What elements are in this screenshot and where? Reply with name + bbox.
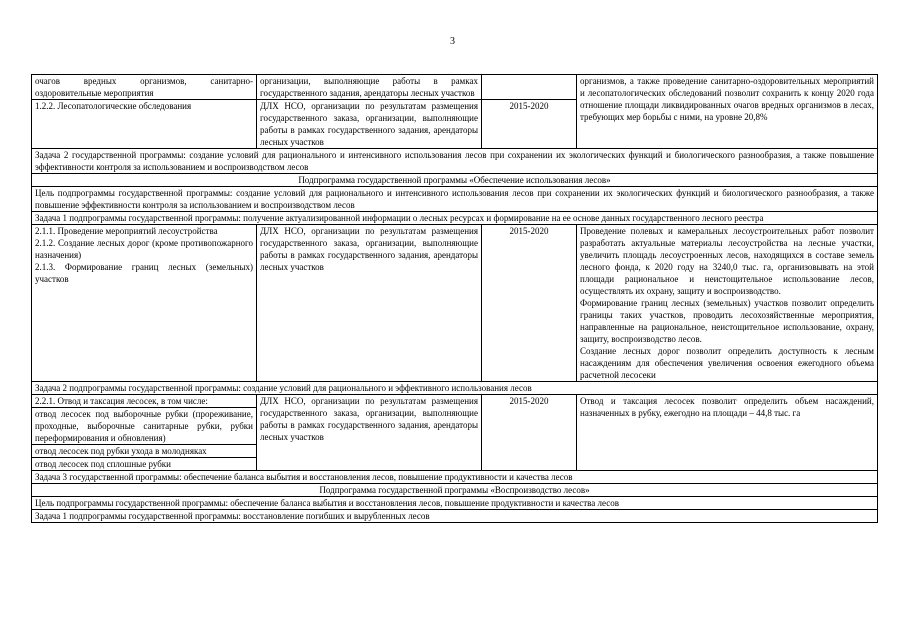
table-row	[32, 174, 878, 187]
measure-clear-cuttings: отвод лесосек под сплошные рубки	[32, 457, 256, 470]
executor-cell: ДЛХ НСО, организации по результатам размещения государственного заказа, организации, выполняющие работы в рамках государственного задания, арендаторы лесных участков	[257, 100, 482, 149]
executor-cell: организации, выполняющие работы в рамках государственного задания, арендаторы лесных участков	[257, 75, 482, 100]
table-row	[32, 149, 878, 174]
program-measures-table	[31, 74, 878, 523]
measure-cell: очагов вредных организмов, санитарно-оздоровительные мероприятия	[32, 75, 257, 100]
table-row	[32, 484, 878, 497]
table-row	[32, 395, 878, 471]
result-paragraph: Создание лесных дорог позволит определить доступность к лесным насаждениям для обеспечения увеличения освоения ежегодного объема расчетной лесосеки	[580, 346, 874, 380]
measure-cell	[32, 395, 257, 471]
period-cell: 2015-2020	[482, 395, 577, 471]
table-row	[32, 497, 878, 510]
table-row	[32, 75, 878, 100]
table-row	[32, 510, 878, 523]
result-cell	[577, 225, 878, 382]
measure-2-1-1: 2.1.1. Проведение мероприятий лесоустройства	[35, 226, 218, 236]
period-cell: 2015-2020	[482, 225, 577, 382]
result-paragraph: Формирование границ лесных (земельных) участков позволит определить границы таких участков, проводить лесохозяйственные мероприятия, направленные на рациональное, неистощительное использование, охрану, защиту, воспроизводство лесов.	[580, 298, 874, 344]
measure-young-stands: отвод лесосек под рубки ухода в молодняках	[32, 444, 256, 457]
program-task-3: Задача 3 государственной программы: обеспечение баланса выбытия и восстановления лесов, повышение продуктивности и качества лесов	[32, 471, 878, 484]
measure-cell	[32, 225, 257, 382]
table-row	[32, 382, 878, 395]
subprogram-2-task-1: Задача 1 подпрограммы государственной программы: восстановление погибших и вырубленных лесов	[32, 510, 878, 523]
result-cell: организмов, а также проведение санитарно-оздоровительных мероприятий и лесопатологических обследований позволит сохранить к концу 2020 года отношение площади ликвидированных очагов вредных организмов в лесах, требующих мер борьбы с ними, на уровне 20,8%	[577, 75, 878, 149]
executor-cell: ДЛХ НСО, организации по результатам размещения государственного заказа, организации, выполняющие работы в рамках государственного задания, арендаторы лесных участков	[257, 395, 482, 471]
program-task-2: Задача 2 государственной программы: создание условий для рационального и интенсивного использования лесов при сохранении их экологических функций и биологического разнообразия, а также повышение эффективности контроля за использованием и воспроизводством лесов	[32, 149, 878, 174]
measure-selective-cuttings: отвод лесосек под выборочные рубки (прореживание, проходные, выборочные санитарные рубки, рубки переформирования и обновления)	[32, 407, 256, 444]
table-row	[32, 187, 878, 212]
table-row	[32, 212, 878, 225]
page-number: 3	[450, 36, 455, 47]
subprogram-1-goal: Цель подпрограммы государственной программы: создание условий для рационального и интенсивного использования лесов при сохранении их экологических функций и биологического разнообразия, а также повышение эффективности контроля за использованием и воспроизводством лесов	[32, 187, 878, 212]
subprogram-2-goal: Цель подпрограммы государственной программы: обеспечение баланса выбытия и восстановления лесов, повышение продуктивности и качества лесов	[32, 497, 878, 510]
measure-2-1-3: 2.1.3. Формирование границ лесных (земельных) участков	[35, 262, 253, 284]
measure-2-2-1: 2.2.1. Отвод и таксация лесосек, в том числе:	[35, 396, 208, 406]
measure-2-1-2: 2.1.2. Создание лесных дорог (кроме противопожарного назначения)	[35, 238, 253, 260]
subprogram-1-task-2: Задача 2 подпрограммы государственной программы: создание условий для рационального и эффективного использования лесов	[32, 382, 878, 395]
subprogram-1-title: Подпрограмма государственной программы «Обеспечение использования лесов»	[32, 174, 878, 187]
subprogram-1-task-1: Задача 1 подпрограммы государственной программы: получение актуализированной информации о лесных ресурсах и формирование на ее основе данных государственного лесного реестра	[32, 212, 878, 225]
result-paragraph: Проведение полевых и камеральных лесоустроительных работ позволит разработать актуальные материалы лесоустройства на лесные участки, увеличить площадь лесоустроенных лесов, находящихся в составе земель лесного фонда, к 2020 году на 3240,0 тыс. га, организовывать на этой площади рациональное и неистощительное использование лесов, осуществлять их охрану, защиту и воспроизводство.	[580, 226, 874, 296]
period-cell: 2015-2020	[482, 100, 577, 149]
measure-cell: 1.2.2. Лесопатологические обследования	[32, 100, 257, 149]
subprogram-2-title: Подпрограмма государственной программы «Воспроизводство лесов»	[32, 484, 878, 497]
period-cell	[482, 75, 577, 100]
table-row	[32, 471, 878, 484]
executor-cell: ДЛХ НСО, организации по результатам размещения государственного заказа, организации, выполняющие работы в рамках государственного задания, арендаторы лесных участков	[257, 225, 482, 382]
table-row	[32, 225, 878, 382]
result-cell: Отвод и таксация лесосек позволит определить объем насаждений, назначенных в рубку, ежегодно на площади – 44,8 тыс. га	[577, 395, 878, 471]
